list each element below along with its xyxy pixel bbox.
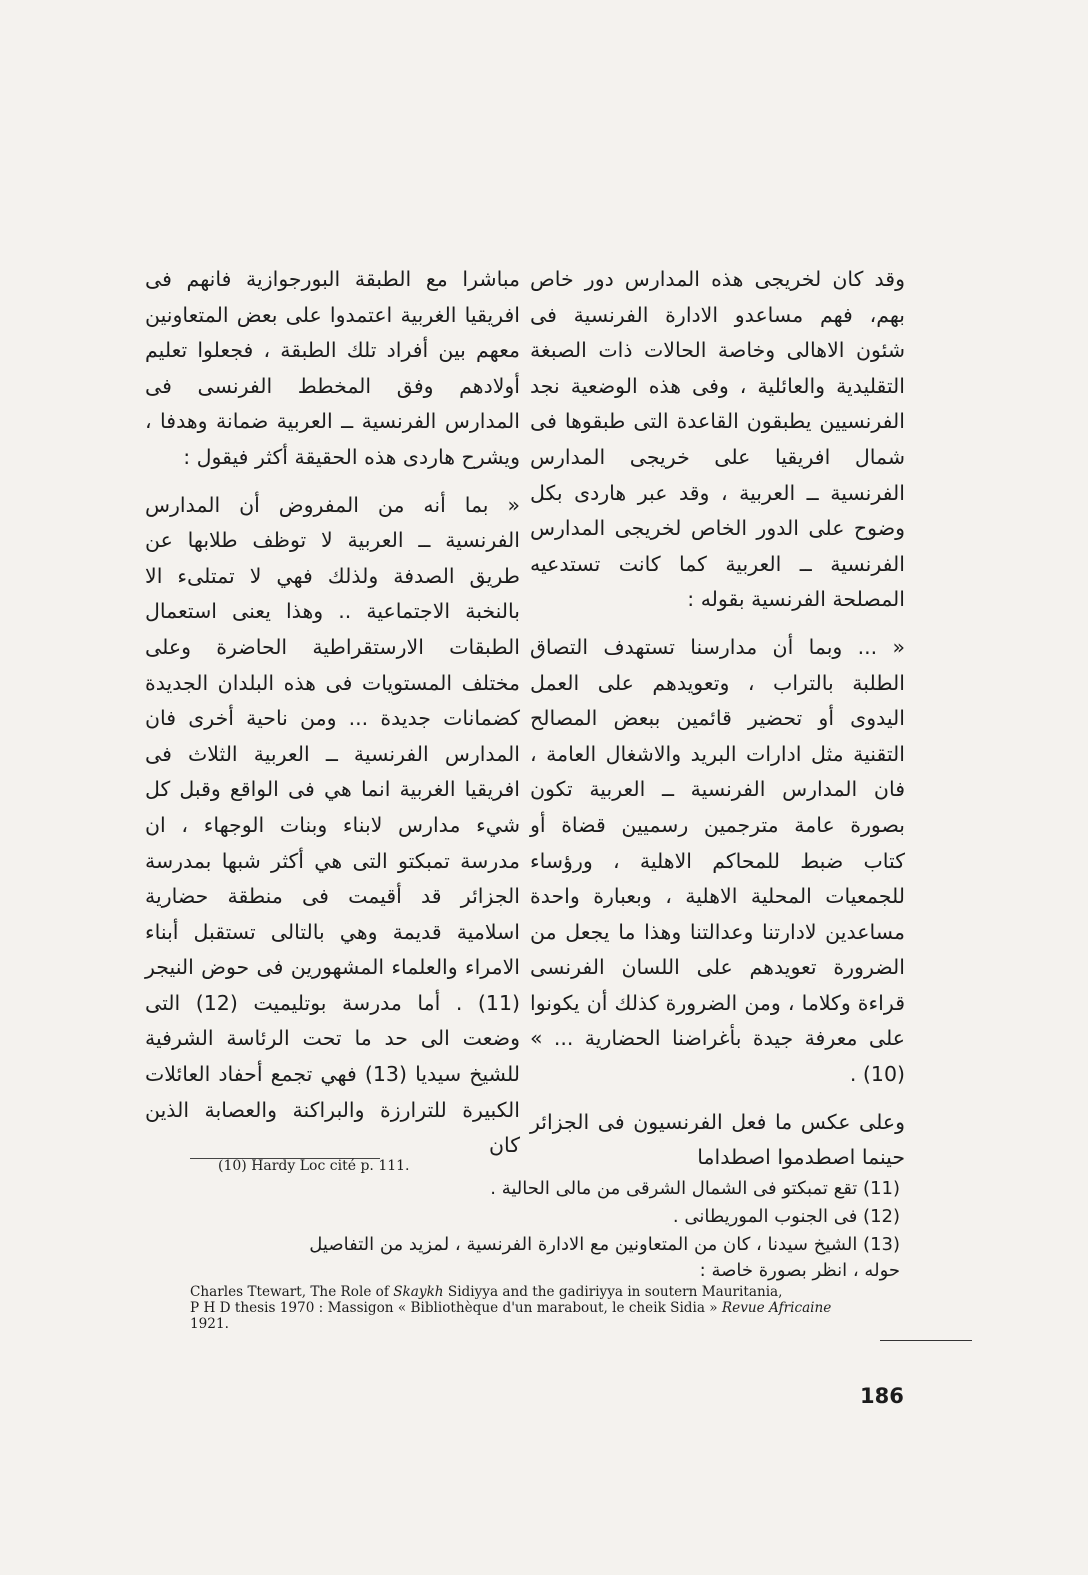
- reference-line-1: Charles Ttewart, The Role of Skaykh Sidiyya and the gadiriyya in soutern Mauritania,: [190, 1284, 783, 1300]
- page-number: 186: [860, 1384, 904, 1408]
- paragraph: وقد كان لخريجى هذه المدارس دور خاص بهم، فهم مساعدو الادارة الفرنسية فى شئون الاهالى وخاصة الحالات ذات الصبغة التقليدية والعائلية ، وفى هذه الوضعية نجد الفرنسيين يطبقون القاعدة التى طبقوها فى شمال افريقيا على خريجى المدارس الفرنسية ــ العربية ، وقد عبر هاردى بكل وضوح على الدور الخاص لخريجى المدارس الفرنسية ــ العربية كما كانت تستدعيه المصلحة الفرنسية بقوله :: [530, 267, 905, 612]
- right-column: [530, 262, 905, 1176]
- footnote-11: (11) تقع تمبكتو فى الشمال الشرقى من مالى الحالية .: [490, 1178, 900, 1199]
- trailing-rule: [880, 1340, 972, 1341]
- quote-paragraph: « بما أنه من المفروض أن المدارس الفرنسية ــ العربية لا توظف طلابها عن طريق الصدفة ولذلك فهي لا تمتلىء الا بالنخبة الاجتماعية .. وهذا يعنى استعمال الطبقات الارستقراطية الحاضرة وعلى مختلف المستويات فى هذه البلدان الجديدة كضمانات جديدة ... ومن ناحية أخرى فان المدارس الفرنسية ــ العربية الثلاث فى افريقيا الغربية انما هي فى الواقع وقبل كل شيء مدارس لابناء وبنات الوجهاء ، ان مدرسة تمبكتو التى هي أكثر شبها بمدرسة الجزائر قد أقيمت فى منطقة حضارية اسلامية قديمة وهي بالتالى تستقبل أبناء الامراء والعلماء المشهورين فى حوض النيجر (11) . أما مدرسة بوتليميت (12) التى وضعت الى حد ما تحت الرئاسة الشرفية للشيخ سيديا (13) فهي تجمع أحفاد العائلات الكبيرة للترارزة والبراكنة والعصابة الذين كان: [145, 492, 520, 1158]
- footnote-10: (10) Hardy Loc cité p. 111.: [218, 1158, 410, 1174]
- left-column: [145, 262, 520, 1164]
- paragraph: وعلى عكس ما فعل الفرنسيون فى الجزائر حينما اصطدموا اصطداما: [530, 1109, 905, 1170]
- footnote-13-continued: حوله ، انظر بصورة خاصة :: [699, 1260, 900, 1281]
- paragraph: مباشرا مع الطبقة البورجوازية فانهم فى افريقيا الغربية اعتمدوا على بعض المتعاونين معهم بين أفراد تلك الطبقة ، فجعلوا تعليم أولادهم وفق المخطط الفرنسى فى المدارس الفرنسية ــ العربية ضمانة وهدفا ، ويشرح هاردى هذه الحقيقة أكثر فيقول :: [145, 267, 520, 469]
- reference-line-2: P H D thesis 1970 : Massigon « Bibliothèque d'un marabout, le cheik Sidia » Revue Africaine: [190, 1300, 832, 1316]
- reference-line-3: 1921.: [190, 1316, 916, 1348]
- quote-paragraph: « ... وبما أن مدارسنا تستهدف التصاق الطلبة بالتراب ، وتعويدهم على العمل اليدوى أو تحضير قائمين ببعض المصالح التقنية مثل ادارات البريد والاشغال العامة ، فان المدارس الفرنسية ــ العربية تكون بصورة عامة مترجمين رسميين قضاة أو كتاب ضبط للمحاكم الاهلية ، ورؤساء للجمعيات المحلية الاهلية ، وبعبارة واحدة مساعدين لادارتنا وعدالتنا وهذا ما يجعل من الضرورة تعويدهم على اللسان الفرنسى قراءة وكلاما ، ومن الضرورة كذلك أن يكونوا على معرفة جيدة بأغراضنا الحضارية ... » (10) .: [530, 634, 905, 1087]
- bibliography-reference: [190, 1284, 916, 1348]
- footnote-13: (13) الشيخ سيدنا ، كان من المتعاونين مع الادارة الفرنسية ، لمزيد من التفاصيل: [309, 1234, 900, 1255]
- footnote-12: (12) فى الجنوب الموريطانى .: [672, 1206, 900, 1227]
